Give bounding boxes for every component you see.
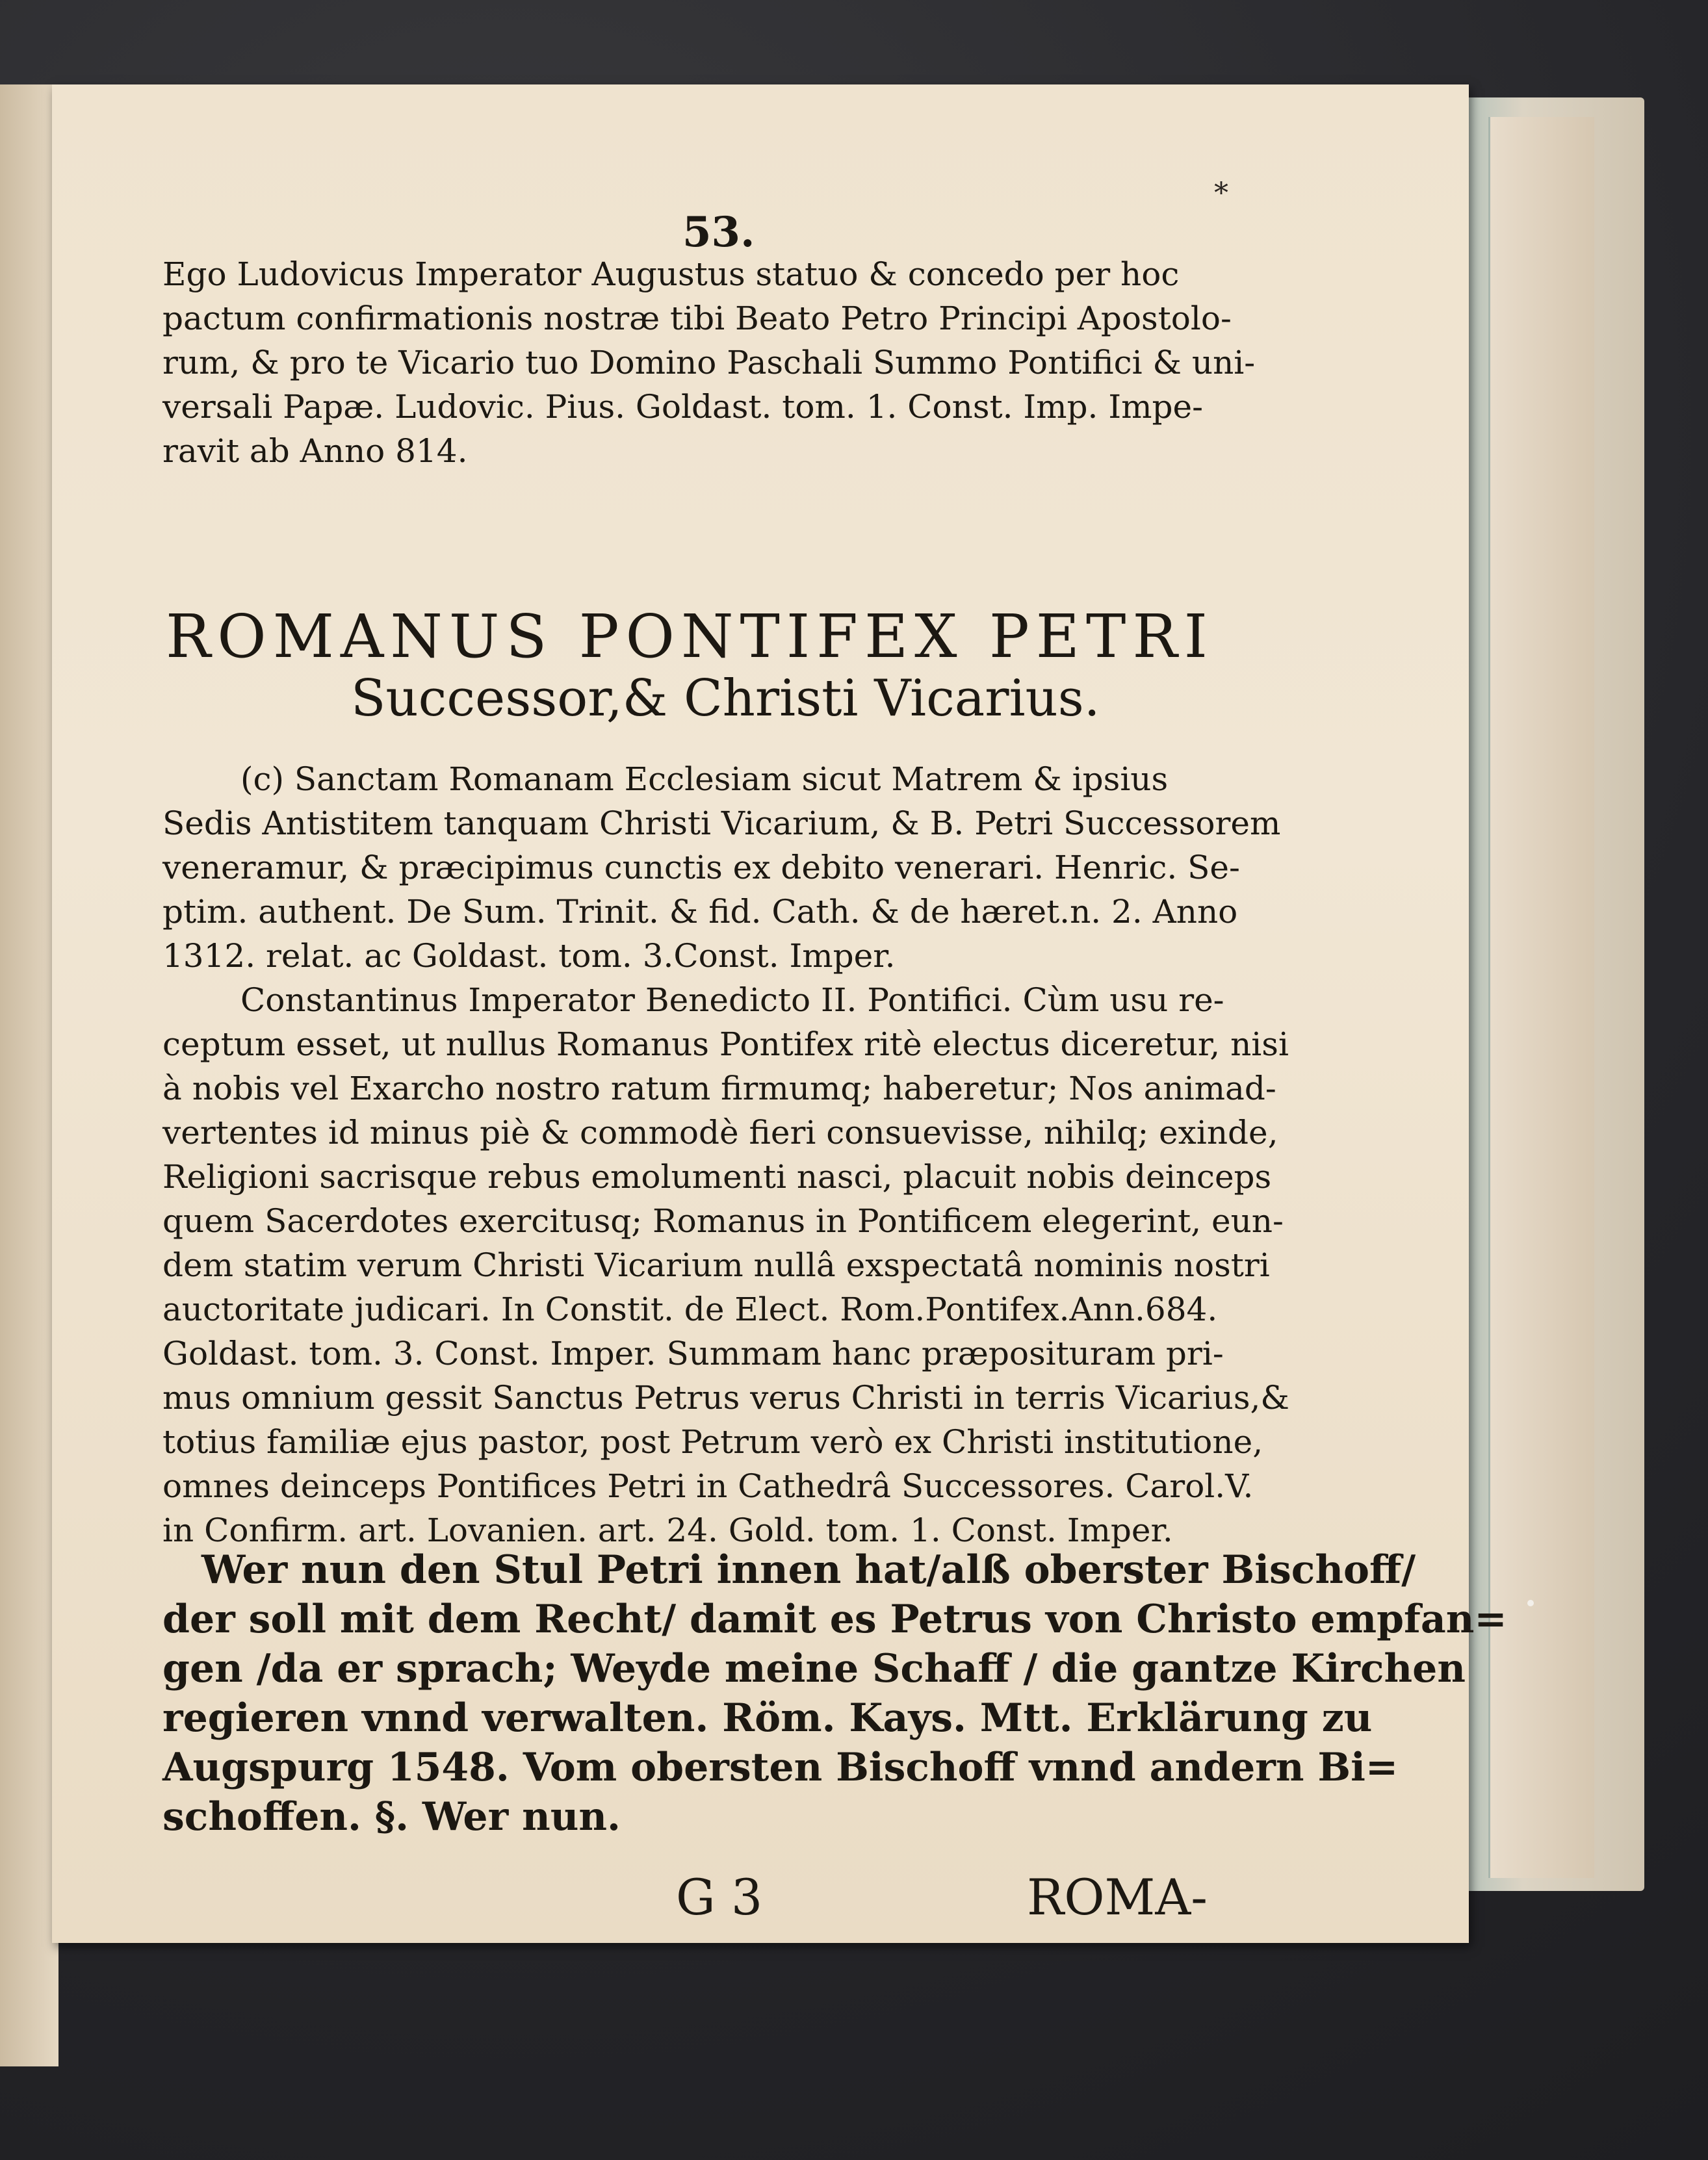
text-line: in Confirm. art. Lovanien. art. 24. Gold. tom. 1. Const. Imper.: [162, 1511, 1173, 1549]
left-page-edge: [0, 84, 58, 2066]
text-line: ravit ab Anno 814.: [162, 432, 468, 470]
text-line: Augspurg 1548. Vom obersten Bischoff vnnd andern Bi=: [162, 1745, 1399, 1790]
text-line: ptim. authent. De Sum. Trinit. & fid. Cath. & de hæret.n. 2. Anno: [162, 893, 1238, 931]
text-line: Goldast. tom. 3. Const. Imper. Summam hanc præposituram pri-: [162, 1335, 1224, 1372]
catchword: ROMA-: [1027, 1868, 1208, 1926]
signature-mark: G 3: [676, 1868, 763, 1926]
text-line: schoffen. §. Wer nun.: [162, 1794, 621, 1840]
text-line: Religioni sacrisque rebus emolumenti nasci, placuit nobis deinceps: [162, 1158, 1272, 1196]
page-number: 53.: [682, 208, 755, 257]
text-line: ceptum esset, ut nullus Romanus Pontifex ritè electus diceretur, nisi: [162, 1025, 1289, 1063]
text-line: quem Sacerdotes exercitusq; Romanus in Pontificem elegerint, eun-: [162, 1202, 1284, 1240]
paragraph-ludovicus: [162, 252, 1255, 473]
text-line: versali Papæ. Ludovic. Pius. Goldast. tom. 1. Const. Imp. Impe-: [162, 388, 1204, 426]
text-line: Constantinus Imperator Benedicto II. Pontifici. Cùm usu re-: [240, 981, 1224, 1019]
paragraph-constantinus: [162, 978, 1289, 1552]
text-line: gen /da er sprach; Weyde meine Schaff / die gantze Kirchen: [162, 1646, 1466, 1691]
text-line: vertentes id minus piè & commodè fieri consuevisse, nihilq; exinde,: [162, 1114, 1278, 1151]
text-line: rum, & pro te Vicario tuo Domino Paschali Summo Pontifici & uni-: [162, 344, 1256, 381]
text-line: Wer nun den Stul Petri innen hat/alß oberster Bischoff/: [201, 1547, 1416, 1593]
text-line: 1312. relat. ac Goldast. tom. 3.Const. Imper.: [162, 937, 896, 975]
text-line: Ego Ludovicus Imperator Augustus statuo & concedo per hoc: [162, 255, 1180, 293]
text-line: mus omnium gessit Sanctus Petrus verus Christi in terris Vicarius,&: [162, 1379, 1289, 1417]
text-line: à nobis vel Exarcho nostro ratum firmumq; haberetur; Nos animad-: [162, 1070, 1276, 1107]
section-subheading: Successor,& Christi Vicarius.: [351, 669, 1100, 728]
text-line: pactum confirmationis nostræ tibi Beato Petro Principi Apostolo-: [162, 300, 1232, 337]
section-heading: ROMANUS PONTIFEX PETRI: [166, 602, 1214, 671]
text-line: (c) Sanctam Romanam Ecclesiam sicut Matrem & ipsius: [240, 760, 1169, 798]
text-line: veneramur, & præcipimus cunctis ex debito venerari. Henric. Se-: [162, 849, 1240, 886]
paragraph-german-fraktur: [162, 1545, 1507, 1842]
text-line: auctoritate judicari. In Constit. de Elect. Rom.Pontifex.Ann.684.: [162, 1291, 1218, 1328]
text-line: totius familiæ ejus pastor, post Petrum verò ex Christi institutione,: [162, 1423, 1263, 1461]
paper-speck: [1527, 1600, 1534, 1606]
text-line: dem statim verum Christi Vicarium nullâ exspectatâ nominis nostri: [162, 1246, 1270, 1284]
text-line: omnes deinceps Pontifices Petri in Cathedrâ Successores. Carol.V.: [162, 1467, 1254, 1505]
text-line: Sedis Antistitem tanquam Christi Vicarium, & B. Petri Successorem: [162, 804, 1281, 842]
text-line: der soll mit dem Recht/ damit es Petrus von Christo empfan=: [162, 1597, 1507, 1642]
ink-mark: *: [1214, 177, 1228, 210]
text-line: regieren vnnd verwalten. Röm. Kays. Mtt. Erklärung zu: [162, 1695, 1373, 1741]
paragraph-henricus: [162, 757, 1280, 978]
